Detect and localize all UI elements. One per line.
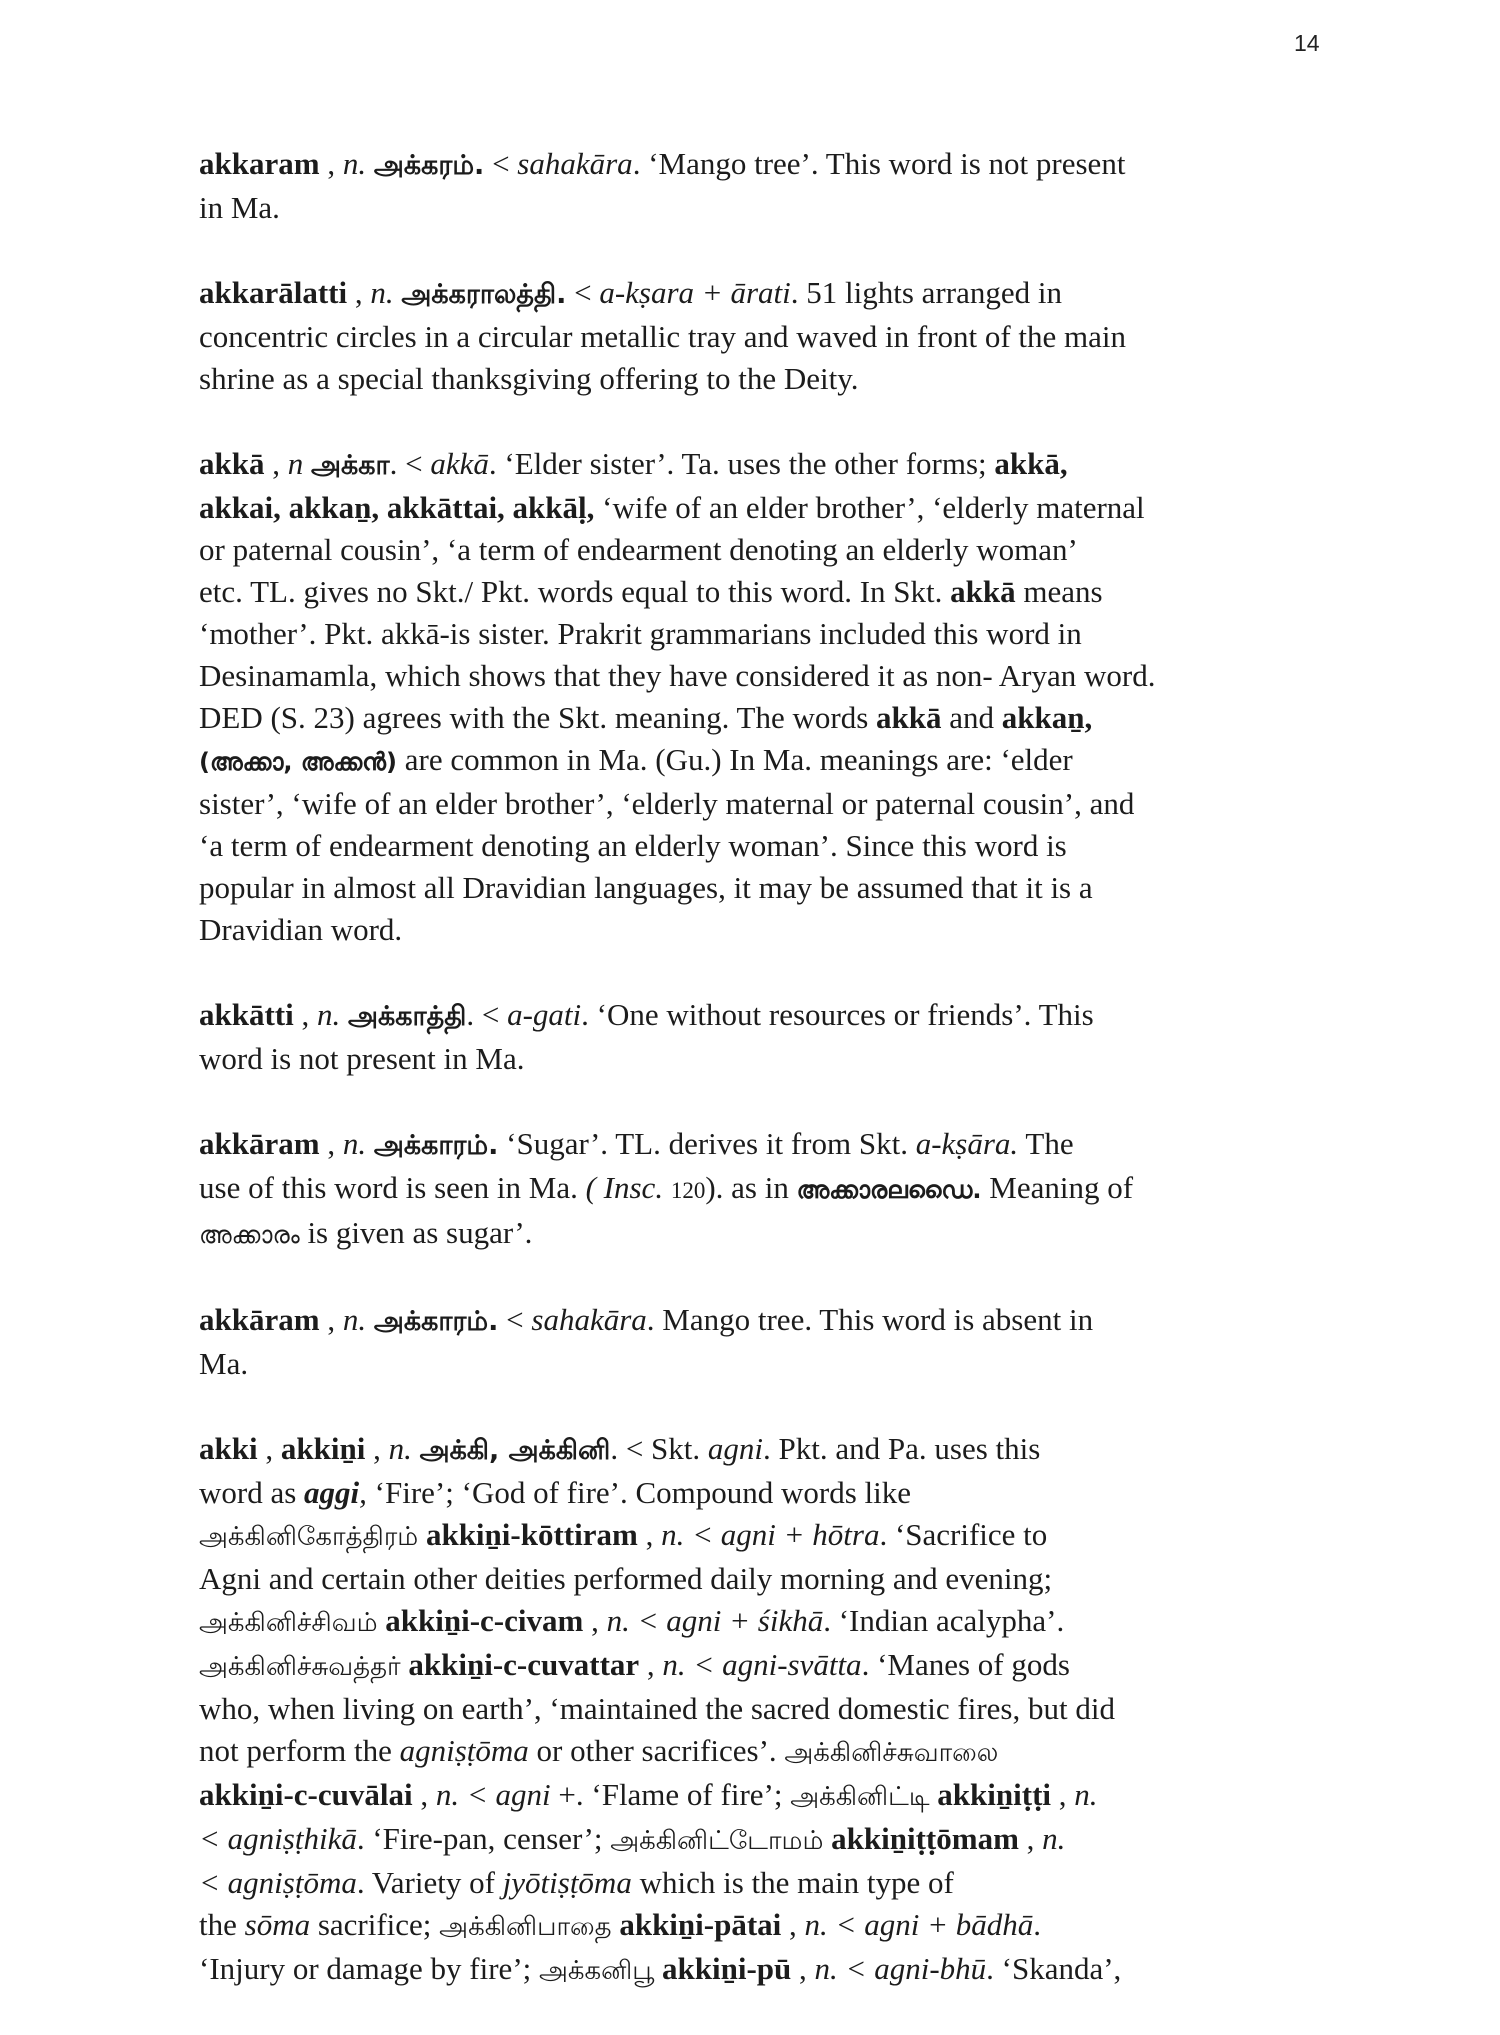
etymon: a-kṣara + ārati [599,275,791,310]
part-of-speech: n [287,446,304,481]
part-of-speech: n. [388,1431,412,1466]
entry-line: Desinamamla, which shows that they have considered it as non- Aryan word. [199,658,1156,693]
entry-line: akkai, akkaṉ, akkāttai, akkāḷ, ‘wife of an elder brother’, ‘elderly maternal [199,490,1145,525]
tamil-form: அக்கா [310,450,390,481]
etymon: a-kṣāra. [915,1126,1019,1161]
malayalam-form: അക്കാരലഡൈ. [796,1176,982,1204]
dictionary-entry [199,443,1329,951]
tamil-form: அக்கினிட்டி [790,1782,930,1812]
etymon: a-gati [507,997,582,1032]
part-of-speech: n. [342,1126,367,1161]
malayalam-form: അക്കാരം [199,1221,300,1249]
entry-line: akkāram , n. அக்காரம். ‘Sugar’. TL. derives it from Skt. a-kṣāra. The [199,1126,1074,1161]
entry-line: akkiṉi-c-cuvālai , n. < agni +. ‘Flame of fire’; அக்கினிட்டி akkiṉiṭṭi , n. [199,1777,1098,1812]
tamil-form: அக்காத்தி [348,1001,467,1032]
entry-line: popular in almost all Dravidian languages, it may be assumed that it is a [199,870,1093,905]
tamil-form: அக்கி, அக்கினி [419,1435,611,1466]
tamil-form: அக்கினிபாதை [439,1912,612,1942]
entry-line: ‘Injury or damage by fire’; அக்கனிபூ akkiṉi-pū , n. < agni-bhū. ‘Skanda’, [199,1951,1122,1986]
tamil-form: அக்கினிகோத்திரம் [199,1522,419,1552]
entry-line: not perform the agniṣṭōma or other sacrifices’. அக்கினிச்சுவாலை [199,1733,999,1768]
entry-line: akkāram , n. அக்காரம். < sahakāra. Mango tree. This word is absent in [199,1302,1094,1337]
entry-line: akkā , n அக்கா. < akkā. ‘Elder sister’. Ta. uses the other forms; akkā, [199,446,1068,481]
entry-line: Dravidian word. [199,912,403,947]
entry-line: < agniṣṭōma. Variety of jyōtiṣṭōma which is the main type of [199,1865,954,1900]
entry-line: (അക്കാ, അക്കൻ) are common in Ma. (Gu.) In Ma. meanings are: ‘elder [199,742,1073,777]
tamil-form: அக்கராலத்தி. [401,279,567,310]
compound-word: akkiṉi-pū [662,1951,792,1986]
headword: akkaram [199,146,320,181]
entry-line: word as aggi, ‘Fire’; ‘God of fire’. Compound words like [199,1475,912,1510]
tamil-form: அக்காரம். [373,1130,499,1161]
entry-line: அக்கினிச்சிவம் akkiṉi-c-civam , n. < agni + śikhā. ‘Indian acalypha’. [199,1603,1065,1638]
entry-line: the sōma sacrifice; அக்கினிபாதை akkiṉi-pātai , n. < agni + bādhā. [199,1907,1041,1942]
headword: akkāram [199,1302,320,1337]
headword: akkarālatti [199,275,348,310]
entry-line: < agniṣṭhikā. ‘Fire-pan, censer’; அக்கினிட்டோமம் akkiṉiṭṭōmam , n. [199,1821,1066,1856]
tamil-form: அக்கினிச்சிவம் [199,1608,378,1638]
entry-line: etc. TL. gives no Skt./ Pkt. words equal to this word. In Skt. akkā means [199,574,1103,609]
malayalam-form: (അക്കാ, അക്കൻ) [199,748,398,776]
tamil-form: அக்கினிட்டோமம் [610,1826,824,1856]
headword: akki [199,1431,258,1466]
dictionary-entries [199,143,1329,2035]
tamil-form: அக்காரம். [373,1306,499,1337]
entry-line: shrine as a special thanksgiving offering to the Deity. [199,361,859,396]
compound-word: akkiṉiṭṭi [937,1777,1052,1812]
entry-line: sister’, ‘wife of an elder brother’, ‘elderly maternal or paternal cousin’, and [199,786,1135,821]
entry-line: akkaram , n. அக்கரம். < sahakāra. ‘Mango tree’. This word is not present [199,146,1126,181]
dictionary-entry [199,1299,1329,1385]
entry-line: akkātti , n. அக்காத்தி. < a-gati. ‘One without resources or friends’. This [199,997,1094,1032]
etymon: agni [707,1431,764,1466]
dictionary-entry [199,272,1329,400]
etymon: sahakāra [517,146,633,181]
dictionary-entry [199,1428,1329,1992]
part-of-speech: n. [370,275,394,310]
part-of-speech: n. [317,997,341,1032]
entry-line: word is not present in Ma. [199,1041,525,1076]
compound-word: akkiṉi-c-cuvattar [408,1647,640,1682]
entry-line: who, when living on earth’, ‘maintained the sacred domestic fires, but did [199,1691,1115,1726]
entry-line: Agni and certain other deities performed daily morning and evening; [199,1561,1053,1596]
entry-line: DED (S. 23) agrees with the Skt. meaning. The words akkā and akkaṉ, [199,700,1093,735]
entry-line: Ma. [199,1346,249,1381]
dictionary-entry [199,994,1329,1080]
entry-line: use of this word is seen in Ma. ( Insc. 120). as in അക്കാരലഡൈ. Meaning of [199,1170,1134,1205]
entry-line: akki , akkiṉi , n. அக்கி, அக்கினி. < Skt. agni. Pkt. and Pa. uses this [199,1431,1041,1466]
entry-line: அக்கினிகோத்திரம் akkiṉi-kōttiram , n. < agni + hōtra. ‘Sacrifice to [199,1517,1048,1552]
entry-line: அக்கினிச்சுவத்தர் akkiṉi-c-cuvattar , n. < agni-svātta. ‘Manes of gods [199,1647,1070,1682]
dictionary-entry [199,1123,1329,1256]
compound-word: akkiṉiṭṭōmam [831,1821,1019,1856]
etymon: akkā [430,446,489,481]
compound-word: akkiṉi-kōttiram [425,1517,638,1552]
tamil-form: அக்கனிபூ [539,1956,655,1986]
tamil-form: அக்கினிச்சுவாலை [784,1738,999,1768]
entry-line: concentric circles in a circular metallic tray and waved in front of the main [199,319,1127,354]
part-of-speech: n. [342,1302,367,1337]
headword: akkātti [199,997,294,1032]
entry-line: in Ma. [199,190,280,225]
entry-line: അക്കാരം is given as sugar’. [199,1215,533,1250]
page-number: 14 [1294,30,1320,56]
tamil-form: அக்கரம். [373,150,485,181]
entry-line: or paternal cousin’, ‘a term of endearment denoting an elderly woman’ [199,532,1078,567]
etymon: sahakāra [531,1302,647,1337]
tamil-form: அக்கினிச்சுவத்தர் [199,1652,401,1682]
compound-word: akkiṉi-c-cuvālai [199,1777,413,1812]
compound-word: akkiṉi-pātai [619,1907,782,1942]
headword: akkā [199,446,265,481]
dictionary-entry [199,143,1329,229]
entry-line: ‘mother’. Pkt. akkā-is sister. Prakrit grammarians included this word in [199,616,1082,651]
entry-line: akkarālatti , n. அக்கராலத்தி. < a-kṣara + ārati. 51 lights arranged in [199,275,1062,310]
compound-word: akkiṉi-c-civam [385,1603,584,1638]
headword: akkāram [199,1126,320,1161]
entry-line: ‘a term of endearment denoting an elderly woman’. Since this word is [199,828,1067,863]
part-of-speech: n. [342,146,367,181]
headword: akkiṉi [280,1431,366,1466]
